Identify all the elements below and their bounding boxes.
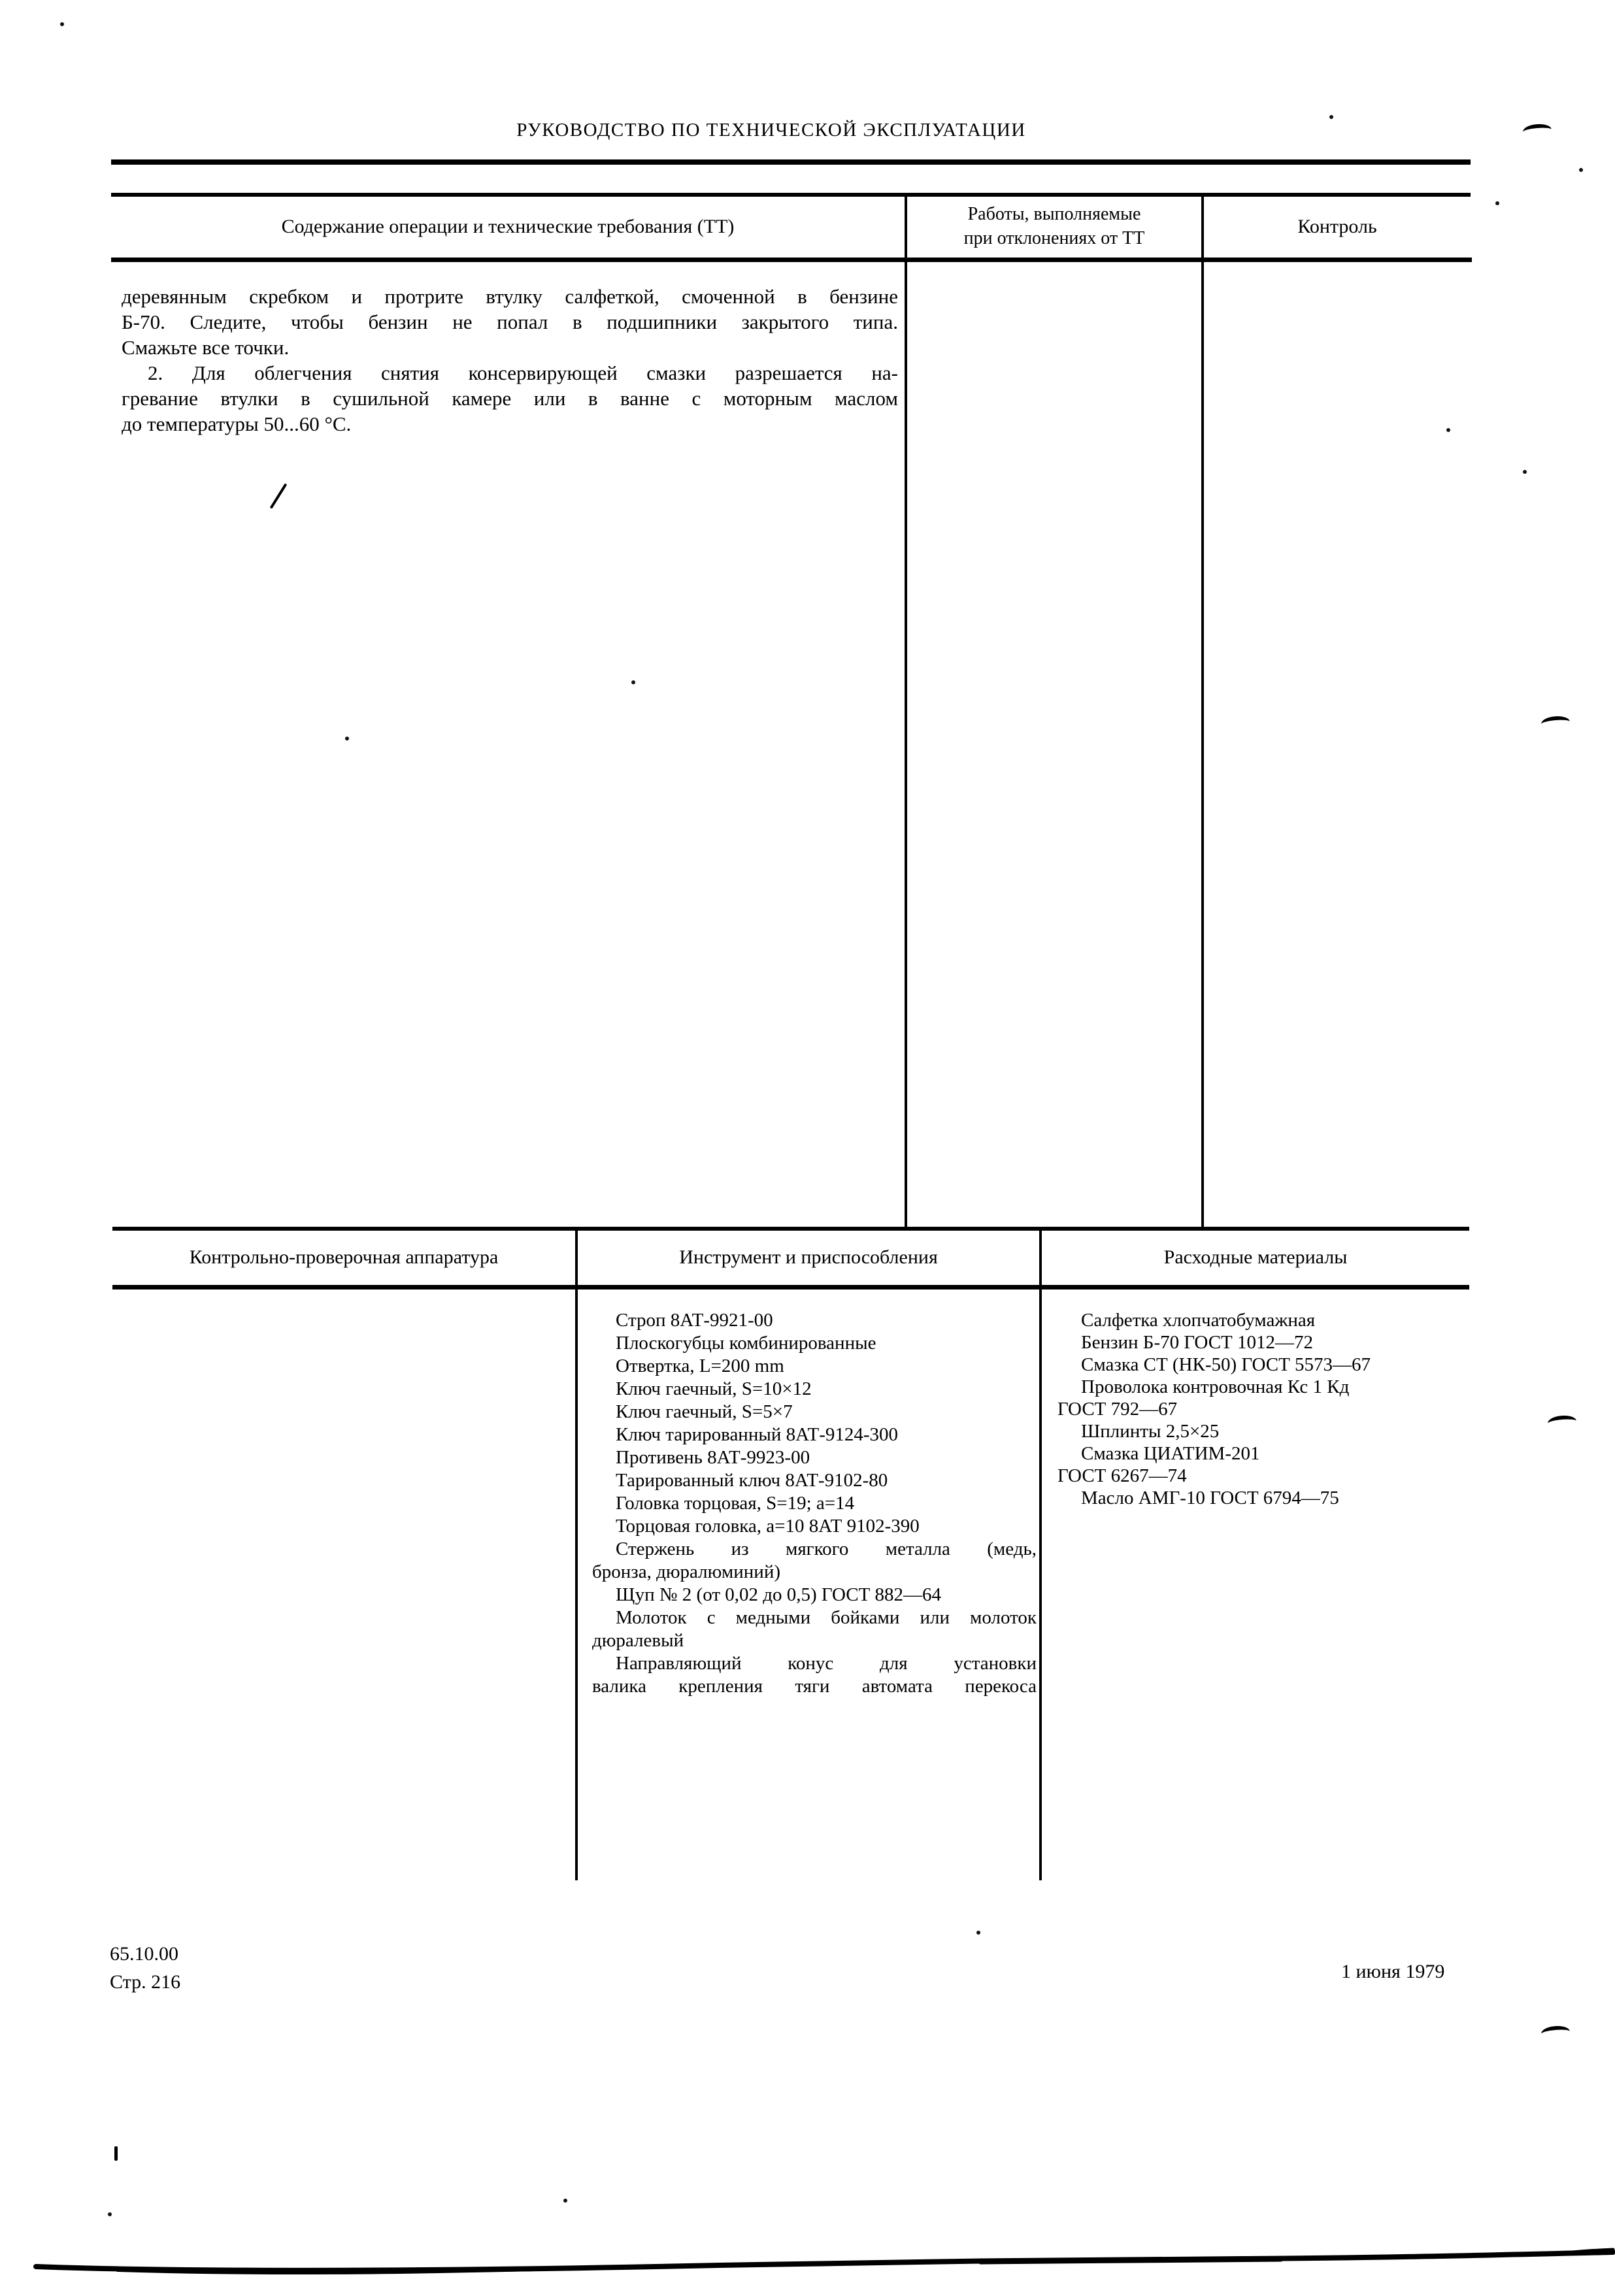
text-line: до температуры 50...60 °С. [122, 412, 352, 435]
text-line: дюралевый [592, 1630, 684, 1651]
footer-page-number: Стр. 216 [110, 1971, 181, 1993]
text-line: Ключ тарированный 8АТ-9124-300 [616, 1424, 899, 1445]
table1-col-divider-1 [905, 193, 907, 1227]
footer-left-block [110, 1940, 180, 1996]
table1-header-divider [111, 258, 1472, 262]
table2-col-divider-2 [1039, 1227, 1042, 1880]
table1-header-operations: Содержание операции и технические требования (ТТ) [281, 215, 735, 237]
edge-curve-mark [1522, 123, 1552, 139]
text-line: Строп 8АТ-9921-00 [616, 1310, 773, 1331]
text-line: Плоскогубцы комбинированные [616, 1333, 876, 1354]
edge-curve-mark [1547, 1414, 1577, 1430]
text-line: Щуп № 2 (от 0,02 до 0,5) ГОСТ 882—64 [616, 1584, 942, 1605]
running-head: РУКОВОДСТВО ПО ТЕХНИЧЕСКОЙ ЭКСПЛУАТАЦИИ [516, 120, 1026, 141]
text-line: Тарированный ключ 8АТ-9102-80 [616, 1470, 888, 1491]
text-line: Смазка СТ (НК-50) ГОСТ 5573—67 [1081, 1354, 1371, 1375]
text-line: 2. Для облегчения снятия консервирующей смазки разрешается на- [148, 361, 898, 384]
table1-col-divider-2 [1201, 193, 1204, 1227]
ink-speck [1446, 428, 1450, 432]
ink-speck [563, 2199, 567, 2203]
text-line: Стержень из мягкого металла (медь, [616, 1539, 1037, 1559]
page-bottom-scan-line [0, 2242, 1615, 2296]
ink-speck [1329, 115, 1333, 119]
text-line: Работы, выполняемые [967, 204, 1141, 224]
text-line: Масло АМГ-10 ГОСТ 6794—75 [1081, 1488, 1339, 1508]
text-line: Ключ гаечный, S=10×12 [616, 1378, 812, 1399]
text-line: при отклонениях от ТТ [963, 228, 1145, 248]
ink-speck [1523, 470, 1527, 474]
edge-curve-mark [1540, 2025, 1571, 2040]
text-line: Салфетка хлопчатобумажная [1081, 1310, 1316, 1331]
ink-speck [976, 1931, 980, 1935]
text-line: Головка торцовая, S=19; a=14 [616, 1493, 855, 1514]
text-line: Смазка ЦИАТИМ-201 [1081, 1443, 1260, 1464]
table1-header-control: Контроль [1297, 215, 1377, 237]
ink-speck [631, 680, 635, 684]
text-line: деревянным скребком и протрите втулку салфеткой, смоченной в бензине [122, 285, 898, 308]
table2-header-tools: Инструмент и приспособления [679, 1246, 938, 1268]
ink-speck [108, 2212, 112, 2216]
text-line: Торцовая головка, a=10 8АТ 9102-390 [616, 1516, 920, 1537]
text-line: ГОСТ 6267—74 [1057, 1465, 1187, 1486]
ink-speck [60, 22, 64, 26]
text-line: Проволока контровочная Кс 1 Кд [1081, 1376, 1350, 1397]
table2-header-consumables: Расходные материалы [1163, 1246, 1348, 1268]
text-line: валика крепления тяги автомата перекоса [592, 1676, 1037, 1697]
ink-speck [1495, 201, 1499, 205]
margin-tick-mark [114, 2146, 118, 2161]
text-line: гревание втулки в сушильной камере или в ванне с моторным маслом [122, 387, 898, 410]
edge-curve-mark [1540, 715, 1571, 731]
text-line: ГОСТ 792—67 [1057, 1399, 1178, 1420]
footer-date: 1 июня 1979 [1341, 1961, 1445, 1982]
table2-header-divider [112, 1285, 1469, 1289]
ink-speck [345, 737, 349, 740]
table2-col-divider-1 [575, 1227, 578, 1880]
text-line: Отвертка, L=200 mm [616, 1356, 784, 1376]
footer-document-code: 65.10.00 [110, 1943, 178, 1965]
text-line: Бензин Б-70 ГОСТ 1012—72 [1081, 1332, 1313, 1353]
top-rule [111, 159, 1471, 165]
table1-header-deviations [907, 197, 1201, 256]
text-line: Б-70. Следите, чтобы бензин не попал в подшипники закрытого типа. [122, 310, 898, 333]
text-line: Молоток с медными бойками или молоток [616, 1607, 1037, 1628]
tools-list [592, 1309, 1037, 1698]
text-line: Шплинты 2,5×25 [1081, 1421, 1220, 1442]
stray-slash-mark [270, 483, 288, 508]
text-line: Смажьте все точки. [122, 336, 290, 359]
text-line: бронза, дюралюминий) [592, 1561, 780, 1582]
ink-speck [1579, 168, 1583, 172]
operation-instructions [122, 284, 898, 437]
table2-header-test-equipment: Контрольно-проверочная аппаратура [189, 1246, 499, 1268]
text-line: Противень 8АТ-9923-00 [616, 1447, 810, 1468]
consumables-list [1057, 1309, 1469, 1509]
text-line: Направляющий конус для установки [616, 1653, 1037, 1674]
text-line: Ключ гаечный, S=5×7 [616, 1401, 793, 1422]
